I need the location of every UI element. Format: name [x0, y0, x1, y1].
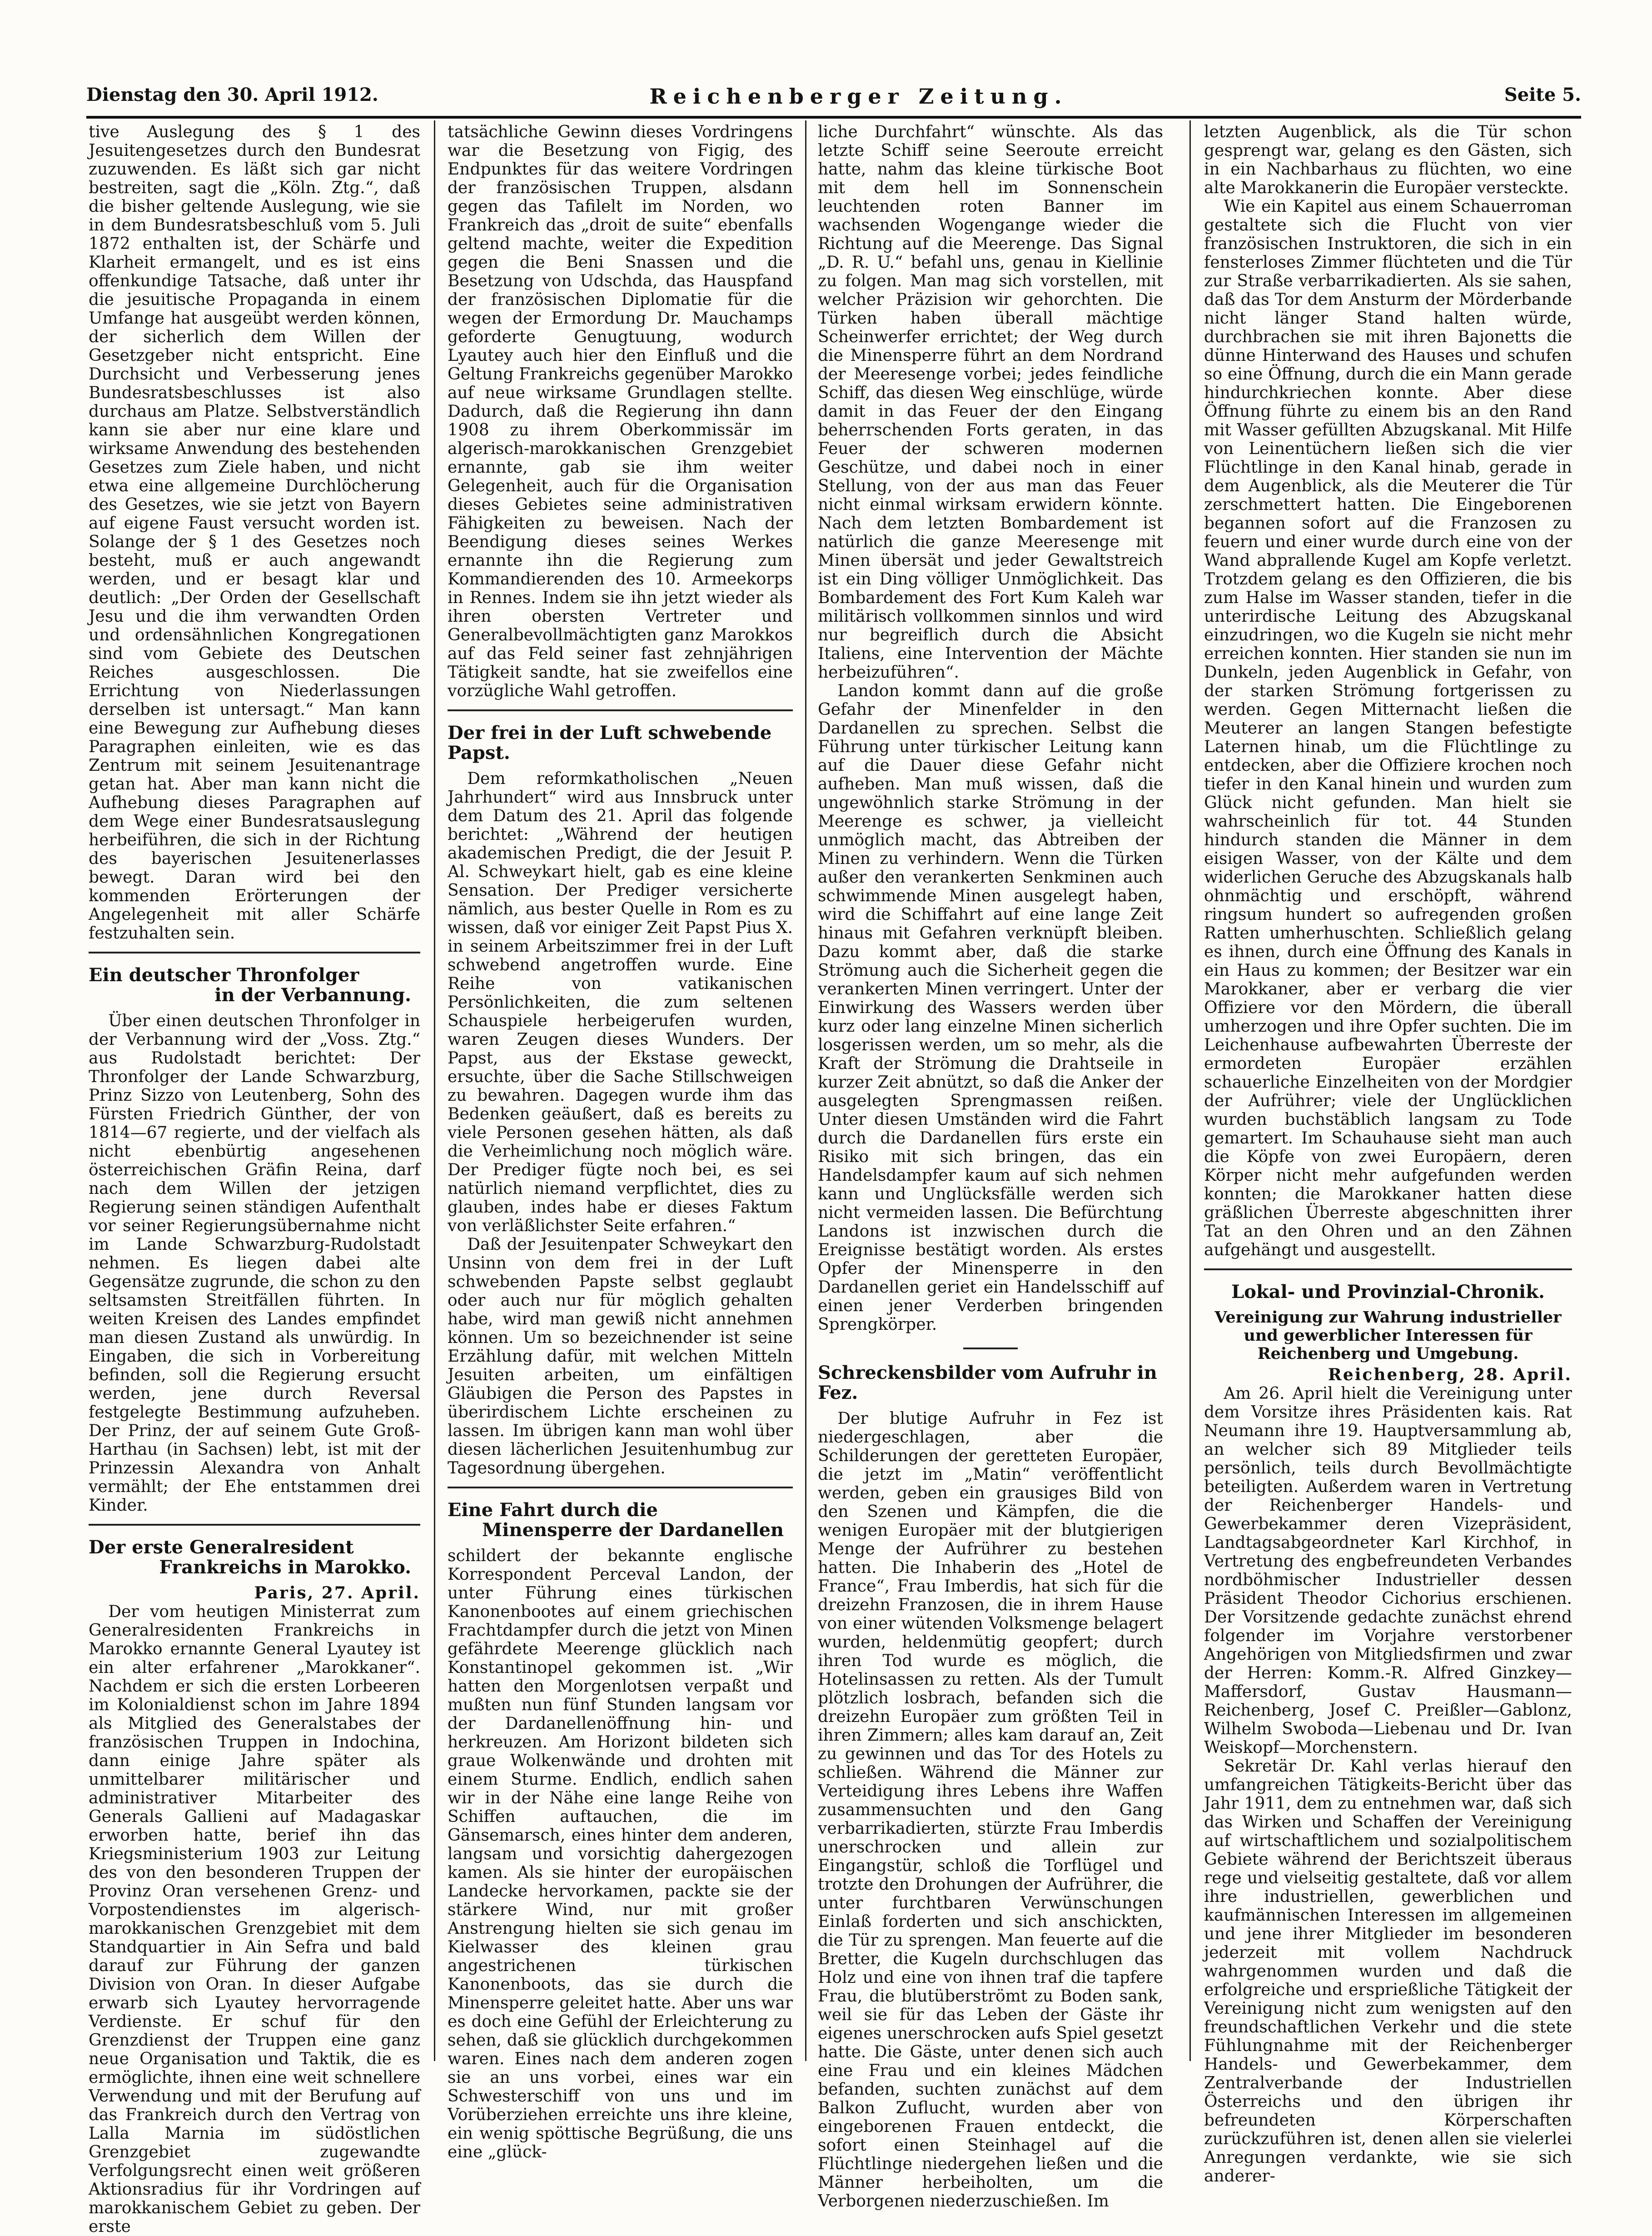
article-divider [1204, 1268, 1572, 1270]
page-header [86, 84, 1581, 120]
article-text: Landon kommt dann auf die große Gefahr der Minenfelder in den Dardanellen zu sprechen. Selbst die Führung unter türkischer Leitung kann auf die Dauer diese Gefahr nicht aufheben. Man muß wissen, daß die ungewöhnlich starke Strömung in der Meerenge es schwer, ja vielleicht unmöglich macht, das Abtreiben der Minen zu verhindern. Wenn die Türken außer den verankerten Senkminen auch schwimmende Minen ausgelegt haben, wird die Schiffahrt auf eine lange Zeit hinaus mit Gefahren verknüpft bleiben. Dazu kommt aber, daß die starke Strömung auch die Sicherheit gegen die verankerten Minen verringert. Unter der Einwirkung des Wassers werden über kurz oder lang einzelne Minen sicherlich losgerissen werden, um so mehr, als die Kraft der Strömung die Drahtseile in kurzer Zeit abnützt, so daß die Anker der ausgelegten Sprengmassen reißen. Unter diesen Umständen wird die Fahrt durch die Dardanellen fürs erste ein Risiko mit sich bringen, das ein Handelsdampfer kaum auf sich nehmen kann und Unglücksfälle werden sich nicht vermeiden lassen. Die Befürchtung Landons ist inzwischen durch die Ereignisse bestätigt worden. Als erstes Opfer der Minensperre in den Dardanellen geriet ein Handelsschiff auf einen jener Verderben bringenden Sprengkörper. [818, 682, 1163, 1334]
column-rule [1189, 120, 1191, 2061]
headline-line: Eine Fahrt durch die [448, 1499, 658, 1521]
dateline: Paris, 27. April. [254, 1583, 420, 1602]
article-headline [89, 1537, 420, 1577]
article-headline [448, 1500, 793, 1540]
article-divider [448, 1487, 793, 1488]
column-1 [89, 123, 420, 2236]
column-3 [818, 123, 1163, 2211]
article-text: letzten Augenblick, als die Tür schon gesprengt war, gelang es den Gästen, sich in ein Nachbarhaus zu flüchten, wo eine alte Marokkanerin die Europäer versteckte. [1204, 123, 1572, 197]
headline-line: in der Verbannung. [214, 984, 411, 1006]
article-text: Dem reformkatholischen „Neuen Jahrhundert“ wird aus Innsbruck unter dem Datum des 21. April das folgende berichtet: „Während der heutigen akademischen Predigt, die der Jesuit P. Al. Schweykart hielt, gab es eine kleine Sensation. Der Prediger versicherte nämlich, aus bester Quelle in Rom es zu wissen, daß vor einiger Zeit Papst Pius X. in seinem Arbeitszimmer frei in der Luft schwebend angetroffen wurde. Eine Reihe von vatikanischen Persönlichkeiten, die zum seltenen Schauspiele herbeigerufen wurden, waren Zeugen dieses Wunders. Der Papst, aus der Ekstase geweckt, ersuchte, über die Sache Stillschweigen zu bewahren. Dagegen wurde ihm das Bedenken geäußert, daß es bereits zu viele Personen gesehen hätten, als daß die Verheimlichung noch möglich wäre. Der Prediger fügte noch bei, es sei natürlich niemand verpflichtet, dies zu glauben, indes habe er dieses Faktum von verläßlichster Seite erfahren.“ [448, 769, 793, 1235]
headline-line: Ein deutscher Thronfolger [89, 964, 359, 986]
article-divider [448, 709, 793, 711]
article-text: schildert der bekannte englische Korrespondent Perceval Landon, der unter Führung eines türkischen Kanonenbootes auf einem griechischen Frachtdampfer durch die jetzt von Minen gefährdete Meerenge glücklich nach Konstantinopel gekommen ist. „Wir hatten den Morgenlotsen verpaßt und mußten nun fünf Stunden langsam vor der Dardanellenöffnung hin- und herkreuzen. Am Horizont bildeten sich graue Wolkenwände und drohten mit einem Sturme. Endlich, endlich sahen wir in der Nähe eine lange Reihe von Schiffen auftauchen, die im Gänsemarsch, eines hinter dem anderen, langsam und vorsichtig dahergezogen kamen. Als sie hinter der europäischen Landecke hervorkamen, packte sie der stärkere Wind, nur mit großer Anstrengung hielten sie sich genau im Kielwasser des kleinen grau angestrichenen türkischen Kanonenboots, das sie durch die Minensperre geleitet hatte. Aber uns war es doch eine Gefühl der Erleichterung zu sehen, daß sie glücklich durchgekommen waren. Eines nach dem anderen zogen sie an uns vorbei, eines war ein Schwesterschiff von uns und im Vorüberziehen erreichte uns ihre kleine, ein wenig spöttische Begrüßung, die uns eine „glück- [448, 1547, 793, 2161]
header-rule [86, 116, 1581, 119]
column-rule [434, 120, 435, 2061]
article-headline [89, 965, 420, 1005]
article-text: tive Auslegung des § 1 des Jesuitengesetzes durch den Bundesrat zuzuwenden. Es läßt sich gar nicht bestreiten, sagt die „Köln. Ztg.“, daß die bisher geltende Auslegung, wie sie in dem Bundesratsbeschluß vom 5. Juli 1872 enthalten ist, der Schärfe und Klarheit ermangelt, und es ist eins offenkundige Tatsache, daß unter ihr die jesuitische Propaganda in einem Umfange hat ausgeübt werden können, der sicherlich dem Willen der Gesetzgeber nicht entspricht. Eine Durchsicht und Verbesserung jenes Bundesratsbeschlusses ist also durchaus am Platze. Selbstverständlich kann sie aber nur eine klare und wirksame Anwendung des bestehenden Gesetzes zum Ziele haben, und nicht etwa eine allgemeine Durchlöcherung des Gesetzes, wie sie jetzt von Bayern auf eigene Faust versucht worden ist. Solange der § 1 des Gesetzes noch besteht, muß er auch angewandt werden, und er besagt klar und deutlich: „Der Orden der Gesellschaft Jesu und die ihm verwandten Orden und ordensähnlichen Kongregationen sind vom Gebiete des Deutschen Reiches ausgeschlossen. Die Errichtung von Niederlassungen derselben ist untersagt.“ Man kann eine Bewegung zur Aufhebung dieses Paragraphen einleiten, wie es das Zentrum mit seinem Jesuitenantrage getan hat. Aber man kann nicht die Aufhebung dieses Paragraphen auf dem Wege einer Bundesratsauslegung herbeiführen, die sich in der Richtung des bayerischen Jesuitenerlasses bewegt. Daran wird bei den kommenden Erörterungen der Angelegenheit mit aller Schärfe festzuhalten sein. [89, 123, 420, 943]
newspaper-title: Reichenberger Zeitung. [649, 84, 1068, 109]
article-text: liche Durchfahrt“ wünschte. Als das letzte Schiff seine Seeroute erreicht hatte, nahm das kleine türkische Boot mit dem hell im Sonnenschein leuchtenden roten Banner im wachsenden Wogengange wieder die Richtung auf die Meerenge. Das Signal „D. R. U.“ befahl uns, genau in Kiellinie zu folgen. Man mag sich vorstellen, mit welcher Präzision wir gehorchten. Die Türken haben überall mächtige Scheinwerfer errichtet; der Weg durch die Minensperre führt an dem Nordrand der Meeresenge vorbei; jedes feindliche Schiff, das diesen Weg einschlüge, würde damit in das Feuer der den Eingang beherrschenden Forts geraten, in das Feuer der schweren modernen Geschütze, und dabei noch in einer Stellung, von der aus man das Feuer nicht einmal wirksam erwidern könnte. Nach dem letzten Bombardement ist natürlich die ganze Meeresenge mit Minen übersät und jeder Gewaltstreich ist ein Ding völliger Unmöglichkeit. Das Bombardement des Fort Kum Kaleh war militärisch vollkommen sinnlos und wird nur begreiflich durch die Absicht Italiens, eine Intervention der Mächte herbeizuführen“. [818, 123, 1163, 682]
column-2 [448, 123, 793, 2161]
article-headline: Vereinigung zur Wahrung industrieller und gewerblicher Interessen für Reichenberg und Umgebung. [1214, 1308, 1562, 1363]
article-divider [89, 1524, 420, 1526]
article-headline: Schreckensbilder vom Aufruhr in Fez. [818, 1362, 1157, 1403]
article-divider [89, 952, 420, 953]
article-divider [963, 1348, 1018, 1349]
headline-line: Der erste Generalresident [89, 1537, 354, 1558]
section-headline: Lokal- und Provinzial-Chronik. [1231, 1281, 1545, 1303]
column-4 [1204, 123, 1572, 2186]
article-headline: Der frei in der Luft schwebende Papst. [448, 722, 772, 764]
article-text: Über einen deutschen Thronfolger in der Verbannung wird der „Voss. Ztg.“ aus Rudolstadt berichtet: Der Thronfolger der Lande Schwarzburg, Prinz Sizzo von Leutenberg, Sohn des Fürsten Friedrich Günther, der von 1814—67 regierte, und der vielfach als nicht ebenbürtig angesehenen österreichischen Gräfin Reina, darf nach dem Willen der jetzigen Regierung seinen ständigen Aufenthalt vor seiner Regierungsübernahme nicht im Lande Schwarzburg-Rudolstadt nehmen. Es liegen dabei alte Gegensätze zugrunde, die schon zu den seltsamsten Streitfällen führten. In weiten Kreisen des Landes empfindet man diesen Zustand als unwürdig. In Eingaben, die sich in Vorbereitung befinden, soll die Regierung ersucht werden, jene durch Reversal festgelegte Bestimmung aufzuheben. Der Prinz, der auf seinem Gute Groß-Harthau (in Sachsen) lebt, ist mit der Prinzessin Alexandra von Anhalt vermählt; der Ehe entstammen drei Kinder. [89, 1012, 420, 1515]
article-text: Sekretär Dr. Kahl verlas hierauf den umfangreichen Tätigkeits-Bericht über das Jahr 1911, dem zu entnehmen war, daß sich das Wirken und Schaffen der Vereinigung auf wirtschaftlichem und sozialpolitischem Gebiete während der Berichtszeit überaus rege und vielseitig gestaltete, daß vor allem ihre industriellen, gewerblichen und kaufmännischen Interessen im allgemeinen und jene ihrer Mitglieder im besonderen jederzeit mit vollem Nachdruck wahrgenommen wurden und daß die erfolgreiche und ersprießliche Tätigkeit der Vereinigung nicht zum wenigsten auf den freundschaftlichen Verkehr und die stete Fühlungnahme mit der Reichenberger Handels- und Gewerbekammer, dem Zentralverbande der Industriellen Österreichs und den übrigen ihr befreundeten Körperschaften zurückzuführen ist, denen allen sie vielerlei Anregungen verdankte, wie sie sich anderer- [1204, 1757, 1572, 2186]
article-text: Wie ein Kapitel aus einem Schauerroman gestaltete sich die Flucht von vier französischen Instruktoren, die sich in ein fensterloses Zimmer flüchteten und die Tür zur Straße verbarrikadierten. Als sie sahen, daß das Tor dem Ansturm der Mörderbande nicht länger Stand halten würde, durchbrachen sie mit ihren Bajonetts die dünne Hinterwand des Hauses und schufen so eine Öffnung, durch die ein Mann gerade hindurchkriechen konnte. Aber diese Öffnung führte zu einem bis an den Rand mit Wasser gefüllten Abzugskanal. Mit Hilfe von Leinentüchern ließen sich die vier Flüchtlinge in den Kanal hinab, gerade in dem Augenblick, als die Meuterer die Tür zerschmettert hatten. Die Eingeborenen begannen sofort auf die Franzosen zu feuern und einer wurde durch eine von der Wand abprallende Kugel am Kopfe verletzt. Trotzdem gelang es den Offizieren, die bis zum Halse im Wasser standen, tiefer in die unterirdische Leitung des Abzugskanal einzudringen, wo die Kugeln sie nicht mehr erreichen konnten. Hier standen sie nun im Dunkeln, jeden Augenblick in Gefahr, von der starken Strömung fortgerissen zu werden. Gegen Mitternacht ließen die Meuterer an langen Stangen befestigte Laternen hinab, um die Flüchtlinge zu entdecken, aber die Offiziere krochen noch tiefer in den Kanal hinein und wurden zum Glück nicht gefunden. Man hielt sie wahrscheinlich für tot. 44 Stunden hindurch standen die Männer in dem eisigen Wasser, von der Kälte und dem widerlichen Geruche des Abzugskanals halb ohnmächtig und erschöpft, während ringsum hundert so aufregenden großen Ratten umherhuschten. Schließlich gelang es ihnen, durch eine Öffnung des Kanals in ein Haus zu kommen; der Besitzer war ein Marokkaner, aber er verbarg die vier Offiziere vor den Mördern, die überall umherzogen und ihre Opfer suchten. Die im Leichenhause aufbewahrten Überreste der ermordeten Europäer erzählen schauerliche Einzelheiten von der Mordgier der Aufrührer; viele der Unglücklichen wurden buchstäblich langsam zu Tode gemartert. Im Schauhause sieht man auch die Köpfe von zwei Europäern, deren Körper nicht mehr aufgefunden werden konnten; die Marokkaner hatten diese gräßlichen Überreste abgeschnitten ihrer Tat an den Ohren und an den Zähnen aufgehängt und ausgestellt. [1204, 197, 1572, 1259]
dateline: Reichenberg, 28. April. [1328, 1365, 1572, 1384]
article-text: Der blutige Aufruhr in Fez ist niedergeschlagen, aber die Schilderungen der geretteten Europäer, die jetzt im „Matin“ veröffentlicht werden, geben ein grausiges Bild von den Szenen und Kämpfen, die die wenigen Europäer mit der blutgierigen Menge der Aufrührer zu bestehen hatten. Die Inhaberin des „Hotel de France“, Frau Imberdis, hat sich für die dreizehn Franzosen, die in ihrem Hause von einer wütenden Volksmenge belagert wurden, heldenmütig geopfert; durch ihren Tod wurde es möglich, die Hotelinsassen zu retten. Als der Tumult plötzlich losbrach, befanden sich die dreizehn Europäer zum größten Teil in ihren Zimmern; alles kam darauf an, Zeit zu gewinnen und das Tor des Hotels zu schließen. Während die Männer zur Verteidigung ihres Lebens ihre Waffen zusammensuchten und den Gang verbarrikadierten, stürzte Frau Imberdis unerschrocken und allein zur Eingangstür, schloß die Torflügel und trotzte den Drohungen der Aufrührer, die unter furchtbaren Verwünschungen Einlaß forderten und sich anschickten, die Tür zu sprengen. Man feuerte auf die Bretter, die Kugeln durchschlugen das Holz und eine von ihnen traf die tapfere Frau, die blutüberströmt zu Boden sank, weil sie für das Leben der Gäste ihr eigenes unerschrocken aufs Spiel gesetzt hatte. Die Gäste, unter denen sich auch eine Frau und ein kleines Mädchen befanden, suchten zunächst auf dem Balkon Zuflucht, wurden aber von eingeborenen Frauen entdeckt, die sofort einen Steinhagel auf die Flüchtlinge niedergehen ließen und die Männer herbeiholten, um die Verborgenen niederzuschießen. Im [818, 1409, 1163, 2211]
column-rule [805, 120, 806, 2061]
headline-line: Minensperre der Dardanellen [482, 1519, 784, 1541]
headline-line: Frankreichs in Marokko. [159, 1557, 411, 1578]
article-text: Am 26. April hielt die Vereinigung unter dem Vorsitze ihres Präsidenten kais. Rat Neumann ihre 19. Hauptversammlung ab, an welcher sich 89 Mitglieder teils persönlich, teils durch Bevollmächtigte beteiligten. Außerdem waren in Vertretung der Reichenberger Handels- und Gewerbekammer deren Vizepräsident, Landtagsabgeordneter Karl Kirchhof, in Vertretung des engbefreundeten Verbandes nordböhmischer Industrieller dessen Präsident Theodor Cichorius erschienen. Der Vorsitzende gedachte zunächst ehrend folgender im Vorjahre verstorbener Angehörigen von Mitgliedsfirmen und zwar der Herren: Komm.-R. Alfred Ginzkey—Maffersdorf, Gustav Hausmann—Reichenberg, Josef C. Preißler—Gablonz, Wilhelm Swoboda—Liebenau und Dr. Ivan Weiskopf—Morchenstern. [1204, 1384, 1572, 1757]
article-text: Der vom heutigen Ministerrat zum Generalresidenten Frankreichs in Marokko ernannte General Lyautey ist ein alter erfahrener „Marokkaner“. Nachdem er sich die ersten Lorbeeren im Kolonialdienst schon im Jahre 1894 als Mitglied des Generalstabes der französischen Truppen in Indochina, dann einige Jahre später als unmittelbarer militärischer und administrativer Mitarbeiter des Generals Gallieni auf Madagaskar erworben hatte, berief ihn das Kriegsministerium 1903 zur Leitung des von den besonderen Truppen der Provinz Oran versehenen Grenz- und Vorpostendienstes im algerisch-marokkanischen Grenzgebiet mit dem Standquartier in Ain Sefra und bald darauf zur Führung der ganzen Division von Oran. In dieser Aufgabe erwarb sich Lyautey hervorragende Verdienste. Er schuf für den Grenzdienst der Truppen eine ganz neue Organisation und Taktik, die es ermöglichte, ihnen eine weit schnellere Verwendung und mit der Berufung auf das Frankreich durch den Vertrag von Lalla Marnia im südöstlichen Grenzgebiet zugewandte Verfolgungsrecht einen weit größeren Aktionsradius für ihr Vordringen auf marokkanischem Gebiet zu geben. Der erste [89, 1602, 420, 2236]
article-text: Daß der Jesuitenpater Schweykart den Unsinn von dem frei in der Luft schwebenden Papste selbst geglaubt oder auch nur für möglich gehalten habe, wird man gewiß nicht annehmen können. Um so bezeichnender ist seine Erzählung dafür, mit welchen Mitteln Jesuiten arbeiten, um einfältigen Gläubigen die Person des Papstes in überirdischem Lichte erscheinen zu lassen. Im übrigen kann man wohl über diesen lächerlichen Jesuitenhumbug zur Tagesordnung übergehen. [448, 1235, 793, 1477]
article-text: tatsächliche Gewinn dieses Vordringens war die Besetzung von Figig, des Endpunktes für das weitere Vordringen der französischen Truppen, alsdann gegen das Tafilelt im Norden, wo Frankreich das „droit de suite“ ebenfalls geltend machte, weiter die Expedition gegen die Beni Snassen und die Besetzung von Udschda, das Hauspfand der französischen Diplomatie für die wegen der Ermordung Dr. Mauchamps geforderte Genugtuung, wodurch Lyautey auch hier den Einfluß und die Geltung Frankreichs gegenüber Marokko auf neue wirksame Grundlagen stellte. Dadurch, daß die Regierung ihn dann 1908 zu ihrem Oberkommissär im algerisch-marokkanischen Grenzgebiet ernannte, gab sie ihm weiter Gelegenheit, auch für die Organisation dieses Gebietes seine administrativen Fähigkeiten zu beweisen. Nach der Beendigung dieses seines Werkes ernannte ihn die Regierung zum Kommandierenden des 10. Armeekorps in Rennes. Indem sie ihn jetzt wieder als ihren obersten Vertreter und Generalbevollmächtigten ganz Marokkos auf das Feld seiner fast zehnjährigen Tätigkeit sandte, hat sie zweifellos eine vorzügliche Wahl getroffen. [448, 123, 793, 700]
page-number: Seite 5. [1504, 84, 1581, 105]
header-date: Dienstag den 30. April 1912. [86, 84, 378, 105]
